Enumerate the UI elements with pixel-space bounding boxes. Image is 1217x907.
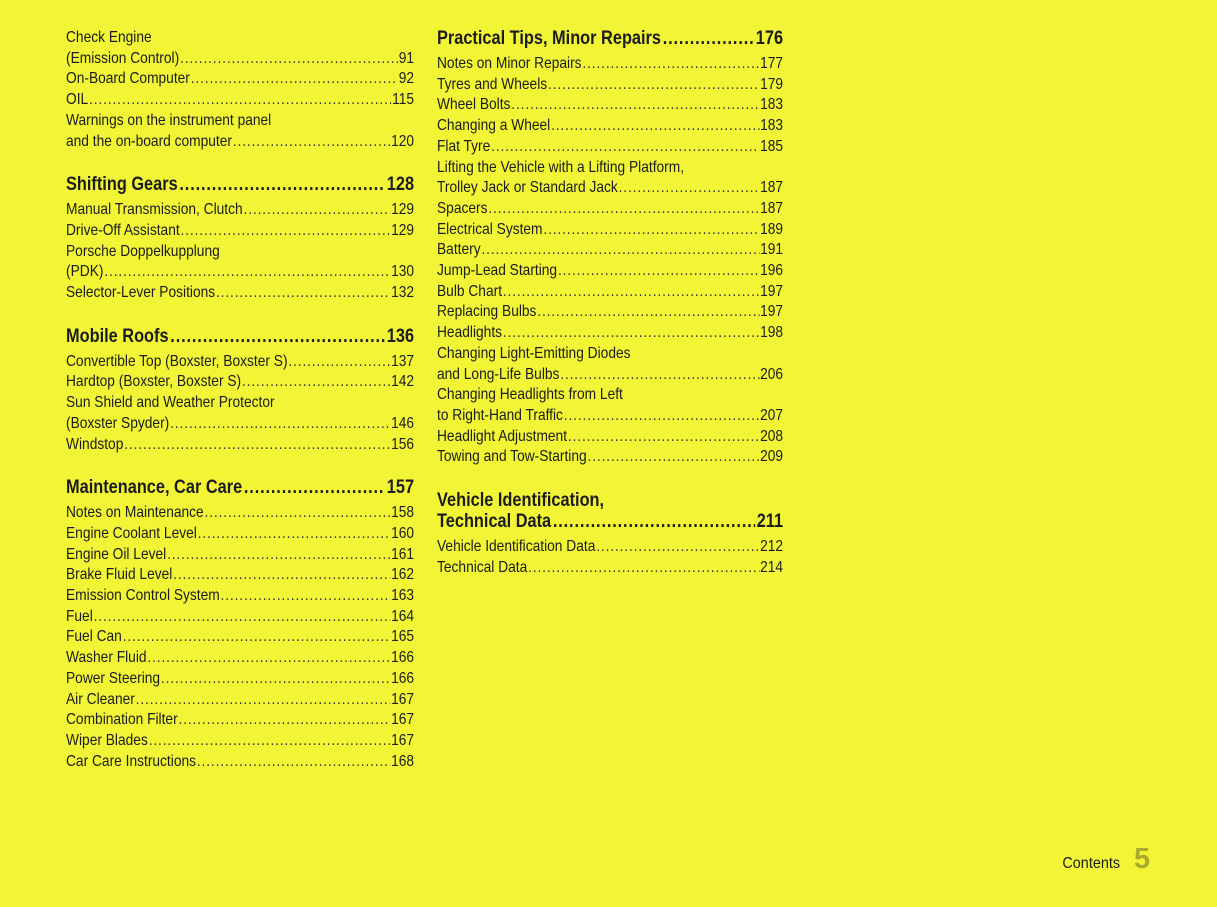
dot-leader	[537, 302, 759, 323]
page-number: 166	[391, 649, 415, 667]
entry-title: Engine Coolant Level	[66, 524, 197, 542]
dot-leader	[170, 414, 390, 435]
dot-leader	[161, 669, 390, 690]
entry-title: Jump-Lead Starting	[437, 262, 558, 280]
page-number: 197	[760, 282, 784, 300]
toc-entry-pdk[interactable]	[66, 262, 414, 283]
toc-entry[interactable]	[66, 524, 414, 545]
toc-entry-selector-lever[interactable]	[66, 283, 414, 304]
page-number: 129	[391, 201, 415, 219]
toc-entry[interactable]	[66, 545, 414, 566]
entry-title: Wheel Bolts	[437, 96, 511, 114]
page-number: 120	[391, 132, 415, 150]
toc-entry[interactable]	[66, 669, 414, 690]
page-number: 168	[391, 752, 415, 770]
dot-leader	[173, 565, 390, 586]
page-number: 187	[760, 179, 784, 197]
entry-title: Electrical System	[437, 220, 543, 238]
footer-label: Contents	[1062, 855, 1121, 872]
page-number: 91	[398, 49, 415, 67]
toc-entry-changing-wheel[interactable]	[437, 116, 783, 137]
dot-leader	[89, 90, 391, 111]
dot-leader	[167, 545, 390, 566]
page-number: 214	[760, 558, 784, 576]
toc-entry-pdk-line1[interactable]: Porsche Doppelkupplung	[66, 242, 220, 260]
page-number: 136	[386, 325, 415, 347]
dot-leader	[104, 262, 390, 283]
toc-entry-led[interactable]	[437, 365, 783, 386]
toc-entry-lifting[interactable]	[437, 178, 783, 199]
entry-title: (Boxster Spyder)	[66, 414, 170, 432]
dot-leader	[147, 648, 390, 669]
toc-entry-flat-tyre[interactable]	[437, 137, 783, 158]
dot-leader	[503, 323, 759, 344]
toc-entry-hardtop[interactable]	[66, 372, 414, 393]
page-number: 157	[386, 477, 415, 499]
heading-title: Shifting Gears	[66, 174, 178, 196]
entry-title: Manual Transmission, Clutch	[66, 201, 243, 219]
page-number: 189	[760, 220, 784, 238]
toc-entry-manual-transmission[interactable]	[66, 200, 414, 221]
entry-title: Windstop	[66, 435, 124, 453]
page-number: 206	[760, 365, 784, 383]
dot-leader	[136, 690, 391, 711]
dot-leader	[543, 220, 759, 241]
page-number: 212	[760, 538, 784, 556]
page-number: 167	[391, 731, 415, 749]
dot-leader	[528, 558, 759, 579]
section-heading-vehicle-id[interactable]	[437, 511, 783, 532]
toc-entry-battery[interactable]	[437, 240, 783, 261]
dot-leader	[242, 372, 390, 393]
entry-title: Engine Oil Level	[66, 545, 167, 563]
entry-title: Fuel	[66, 607, 93, 625]
toc-entry[interactable]	[66, 586, 414, 607]
page-number: 167	[391, 690, 415, 708]
toc-entry[interactable]	[66, 690, 414, 711]
dot-leader	[488, 199, 759, 220]
toc-entry[interactable]	[66, 627, 414, 648]
dot-leader	[216, 283, 390, 304]
toc-entry[interactable]	[66, 752, 414, 773]
entry-title: (PDK)	[66, 263, 104, 281]
page-number: 167	[391, 711, 415, 729]
dot-leader	[244, 200, 391, 221]
dot-leader	[180, 49, 398, 70]
entry-title: OIL	[66, 91, 89, 109]
entry-title: Hardtop (Boxster, Boxster S)	[66, 373, 242, 391]
page-number: 198	[760, 324, 784, 342]
entry-title: to Right-Hand Traffic	[437, 406, 563, 424]
page-number: 187	[760, 199, 784, 217]
page-number: 191	[760, 241, 784, 259]
dot-leader	[205, 503, 391, 524]
entry-title: Car Care Instructions	[66, 752, 197, 770]
dot-leader	[149, 731, 391, 752]
toc-right-column	[437, 28, 783, 578]
dot-leader	[233, 132, 390, 153]
toc-entry-replacing-bulbs[interactable]	[437, 302, 783, 323]
entry-title: Battery	[437, 241, 481, 259]
entry-title: Trolley Jack or Standard Jack	[437, 179, 618, 197]
page-number: 115	[392, 91, 415, 109]
toc-entry-sun-shield[interactable]	[66, 414, 414, 435]
toc-entry-drive-off-assistant[interactable]	[66, 221, 414, 242]
toc-entry-warnings[interactable]	[66, 132, 414, 153]
toc-entry-check-engine-line1[interactable]: Check Engine	[66, 29, 152, 46]
page-number: 160	[391, 524, 415, 542]
entry-title: Headlight Adjustment	[437, 427, 568, 445]
dot-leader	[244, 477, 385, 498]
entry-title: On-Board Computer	[66, 70, 190, 88]
page-number: 129	[391, 221, 415, 239]
entry-title: Emission Control System	[66, 587, 220, 605]
section-heading-maintenance[interactable]	[66, 477, 414, 498]
page-number: 196	[760, 262, 784, 280]
page-number: 128	[386, 174, 415, 196]
dot-leader	[619, 178, 760, 199]
toc-entry-change-headlights[interactable]	[437, 406, 783, 427]
entry-title: Notes on Maintenance	[66, 504, 204, 522]
section-heading-shifting-gears[interactable]	[66, 174, 414, 195]
page-number: 177	[760, 55, 784, 72]
dot-leader	[181, 221, 391, 242]
section-heading-mobile-roofs[interactable]	[66, 326, 414, 347]
dot-leader	[560, 365, 759, 386]
toc-entry[interactable]	[66, 607, 414, 628]
toc-entry-vehicle-id-data[interactable]	[437, 537, 783, 558]
toc-left-column	[66, 28, 414, 772]
page-number: 162	[391, 566, 415, 584]
dot-leader	[582, 54, 759, 75]
section-heading-vehicle-id-line1[interactable]: Vehicle Identification,	[437, 490, 605, 512]
dot-leader	[511, 95, 759, 116]
dot-leader	[179, 174, 385, 195]
page-number: 208	[760, 427, 784, 445]
dot-leader	[123, 627, 391, 648]
dot-leader	[663, 28, 754, 49]
dot-leader	[551, 116, 759, 137]
toc-entry-headlights[interactable]	[437, 323, 783, 344]
page-number: 211	[756, 511, 784, 533]
section-heading-practical-tips[interactable]	[437, 28, 783, 49]
toc-entry-check-engine[interactable]	[66, 49, 414, 70]
toc-entry-led-line1[interactable]: Changing Light-Emitting Diodes	[437, 344, 631, 362]
toc-entry-warnings-line1[interactable]: Warnings on the instrument panel	[66, 111, 272, 129]
entry-title: Technical Data	[437, 558, 528, 576]
page-number: 130	[391, 263, 415, 281]
entry-title: Selector-Lever Positions	[66, 284, 216, 302]
entry-title: Air Cleaner	[66, 690, 135, 708]
toc-entry-technical-data[interactable]	[437, 558, 783, 579]
footer-page-number: 5	[1134, 843, 1151, 875]
page-number: 166	[391, 669, 415, 687]
toc-entry-convertible-top[interactable]	[66, 352, 414, 373]
entry-title: Towing and Tow-Starting	[437, 448, 587, 466]
dot-leader	[197, 752, 390, 773]
entry-title: and Long-Life Bulbs	[437, 365, 560, 383]
toc-entry[interactable]	[66, 503, 414, 524]
toc-entry[interactable]	[66, 710, 414, 731]
dot-leader	[94, 607, 391, 628]
toc-entry-onboard-computer[interactable]	[66, 69, 414, 90]
entry-title: Bulb Chart	[437, 282, 503, 300]
toc-entry-electrical-system[interactable]	[437, 220, 783, 241]
entry-title: Changing a Wheel	[437, 117, 551, 135]
page-number: 132	[391, 284, 415, 302]
page-number: 165	[391, 628, 415, 646]
page-number: 146	[391, 414, 415, 432]
dot-leader	[588, 447, 760, 468]
dot-leader	[191, 69, 398, 90]
entry-title: Wiper Blades	[66, 731, 148, 749]
toc-entry-windstop[interactable]	[66, 435, 414, 456]
page-number: 137	[391, 352, 415, 370]
entry-title: Notes on Minor Repairs	[437, 55, 582, 72]
page-number: 163	[391, 587, 415, 605]
toc-entry-lifting-line1[interactable]: Lifting the Vehicle with a Lifting Platform,	[437, 158, 685, 176]
toc-entry-headlight-adjustment[interactable]	[437, 427, 783, 448]
toc-entry-wheel-bolts[interactable]	[437, 95, 783, 116]
page-footer	[1056, 843, 1150, 876]
dot-leader	[170, 326, 385, 347]
dot-leader	[198, 524, 391, 545]
page-number: 179	[760, 75, 784, 93]
entry-title: Drive-Off Assistant	[66, 221, 180, 239]
toc-entry-towing[interactable]	[437, 447, 783, 468]
page-number: 158	[391, 504, 415, 522]
dot-leader	[558, 261, 759, 282]
entry-title: Brake Fluid Level	[66, 566, 173, 584]
entry-title: Tyres and Wheels	[437, 75, 548, 93]
page-number: 176	[755, 28, 784, 49]
entry-title: Washer Fluid	[66, 649, 147, 667]
toc-entry[interactable]	[66, 565, 414, 586]
toc-entry[interactable]	[66, 731, 414, 752]
page-number: 185	[760, 137, 784, 155]
toc-entry-notes-minor-repairs[interactable]	[437, 54, 783, 75]
dot-leader	[481, 240, 759, 261]
toc-entry[interactable]	[66, 648, 414, 669]
toc-entry-spacers[interactable]	[437, 199, 783, 220]
entry-title: and the on-board computer	[66, 132, 232, 150]
dot-leader	[503, 282, 759, 303]
page-number: 92	[398, 70, 415, 88]
dot-leader	[221, 586, 391, 607]
entry-title: Flat Tyre	[437, 137, 491, 155]
entry-title: Combination Filter	[66, 711, 178, 729]
dot-leader	[548, 75, 759, 96]
page-number: 209	[760, 448, 784, 466]
heading-title: Mobile Roofs	[66, 325, 169, 347]
toc-entry-tyres-wheels[interactable]	[437, 75, 783, 96]
dot-leader	[568, 427, 759, 448]
toc-entry-oil[interactable]	[66, 90, 414, 111]
entry-title: Spacers	[437, 199, 488, 217]
dot-leader	[124, 435, 390, 456]
dot-leader	[288, 352, 390, 373]
entry-title: Headlights	[437, 324, 503, 342]
toc-entry-jump-lead[interactable]	[437, 261, 783, 282]
entry-title: Convertible Top (Boxster, Boxster S)	[66, 352, 288, 370]
page-number: 183	[760, 96, 784, 114]
heading-title: Practical Tips, Minor Repairs	[437, 28, 662, 49]
entry-title: Vehicle Identification Data	[437, 538, 596, 556]
entry-title: (Emission Control)	[66, 49, 180, 67]
dot-leader	[596, 537, 759, 558]
dot-leader	[179, 710, 391, 731]
entry-title: Fuel Can	[66, 628, 122, 646]
dot-leader	[553, 511, 755, 532]
heading-title: Technical Data	[437, 511, 552, 533]
dot-leader	[564, 406, 759, 427]
page-number: 197	[760, 303, 784, 321]
toc-entry-bulb-chart[interactable]	[437, 282, 783, 303]
page-number: 156	[391, 435, 415, 453]
entry-title: Replacing Bulbs	[437, 303, 537, 321]
page-number: 164	[391, 607, 415, 625]
page-number: 207	[760, 406, 784, 424]
heading-title: Maintenance, Car Care	[66, 477, 243, 499]
toc-entry-change-headlights-line1[interactable]: Changing Headlights from Left	[437, 386, 623, 404]
toc-entry-sun-shield-line1[interactable]: Sun Shield and Weather Protector	[66, 394, 275, 412]
entry-title: Power Steering	[66, 669, 161, 687]
page-number: 142	[391, 373, 415, 391]
dot-leader	[491, 137, 759, 158]
page-number: 161	[391, 545, 415, 563]
page-number: 183	[760, 117, 784, 135]
